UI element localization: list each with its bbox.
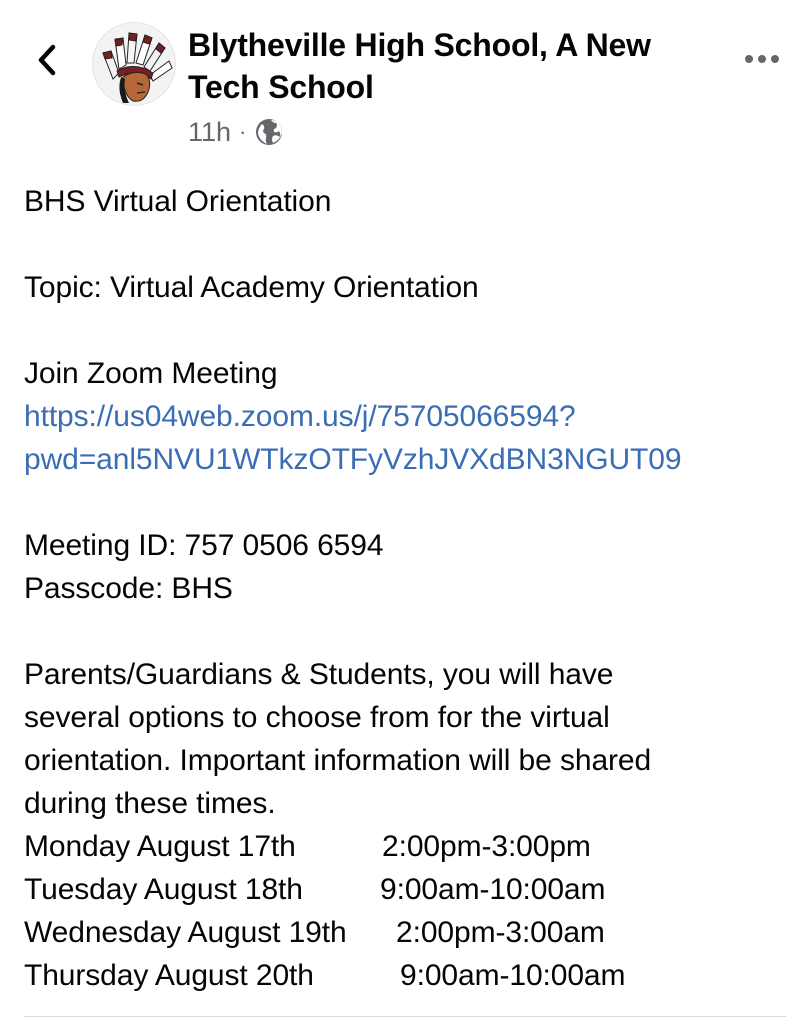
paragraph-gap	[24, 223, 804, 266]
meeting-id: Meeting ID: 757 0506 6594	[24, 529, 384, 562]
post-title: BHS Virtual Orientation	[24, 185, 332, 218]
post-topic: Topic: Virtual Academy Orientation	[24, 271, 479, 304]
schedule-time: 2:00pm-3:00am	[396, 916, 605, 949]
chevron-left-icon	[36, 43, 58, 77]
page-avatar[interactable]	[92, 22, 176, 106]
page-name-line-2: Tech School	[188, 69, 374, 105]
more-options-button[interactable]	[742, 44, 782, 74]
zoom-link-line-2[interactable]: pwd=anl5NVU1WTkzOTFyVzhJVXdBN3NGUT09	[24, 443, 682, 476]
schedule-row	[24, 954, 804, 997]
schedule-row	[24, 825, 804, 868]
paragraph-gap	[24, 610, 804, 653]
intro-line: during these times.	[24, 787, 276, 820]
post-divider	[24, 1016, 786, 1017]
page-name[interactable]	[188, 24, 708, 108]
back-button[interactable]	[30, 38, 64, 82]
schedule-row	[24, 868, 804, 911]
schedule-day: Tuesday August 18th	[24, 873, 303, 906]
passcode: Passcode: BHS	[24, 572, 233, 605]
globe-icon	[254, 117, 284, 147]
more-horizontal-icon	[744, 54, 780, 64]
schedule-row	[24, 911, 804, 954]
intro-line: several options to choose from for the virtual	[24, 701, 610, 734]
intro-line: Parents/Guardians & Students, you will have	[24, 658, 614, 691]
post-header	[0, 0, 810, 160]
page-name-line-1: Blytheville High School, A New	[188, 27, 651, 63]
schedule-day: Wednesday August 19th	[24, 916, 347, 949]
paragraph-gap	[24, 481, 804, 524]
meta-separator: ·	[239, 119, 247, 144]
intro-line: orientation. Important information will be shared	[24, 744, 652, 777]
paragraph-gap	[24, 309, 804, 352]
post-body	[24, 180, 804, 997]
post-timestamp[interactable]: 11h	[188, 116, 232, 147]
mascot-logo-icon	[93, 23, 176, 106]
schedule-time: 9:00am-10:00am	[400, 959, 626, 992]
schedule-time: 9:00am-10:00am	[380, 873, 606, 906]
zoom-link-line-1[interactable]: https://us04web.zoom.us/j/75705066594?	[24, 400, 576, 433]
schedule-time: 2:00pm-3:00pm	[382, 830, 591, 863]
schedule-day: Thursday August 20th	[24, 959, 314, 992]
post-meta	[188, 112, 284, 152]
join-label: Join Zoom Meeting	[24, 357, 278, 390]
schedule-day: Monday August 17th	[24, 830, 296, 863]
